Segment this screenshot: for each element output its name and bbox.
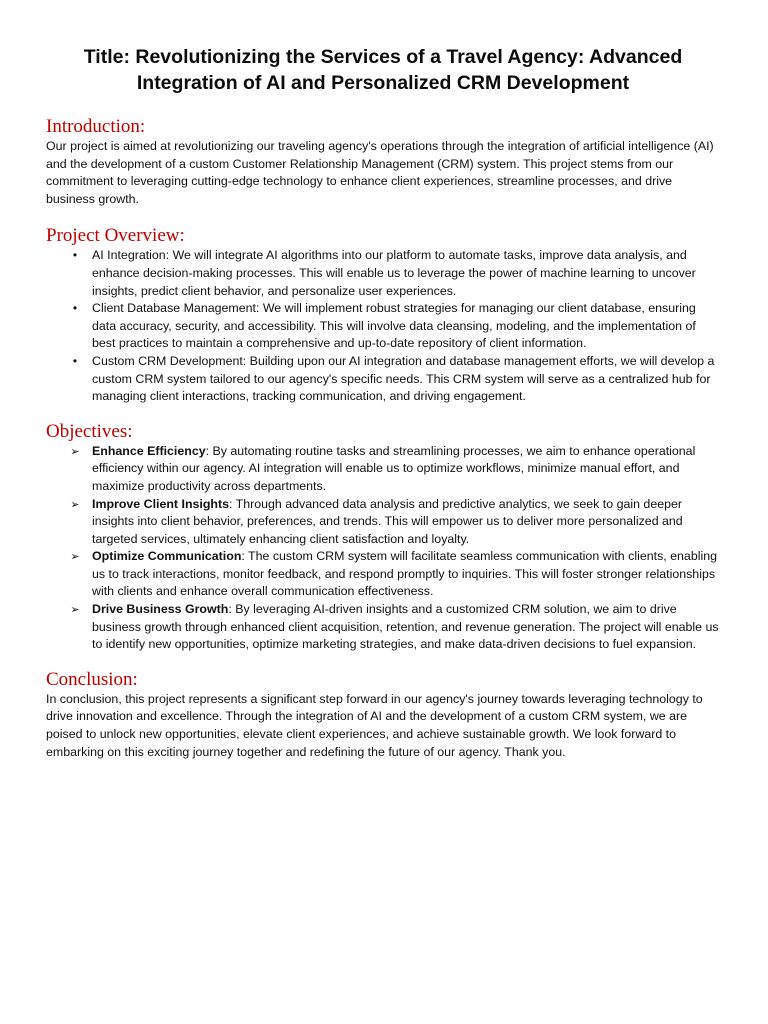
- arrow-bullet-icon: ➢: [70, 497, 80, 511]
- list-item: [46, 443, 720, 496]
- list-item: [46, 353, 720, 406]
- arrow-bullet-icon: ➢: [70, 444, 80, 458]
- objective-text: : By automating routine tasks and streamlining processes, we aim to enhance operational efficiency within our agency. AI integration will enable us to optimize workflows, minimize manual effort, and maximize productivity across departments.: [92, 443, 696, 493]
- list-item: [46, 548, 720, 601]
- overview-item-text: AI Integration: We will integrate AI algorithms into our platform to automate tasks, improve data analysis, and enhance decision-making processes. This will enable us to leverage the power of machine learning to uncover insights, predict client behavior, and personalize user experiences.: [92, 248, 696, 298]
- list-item: [46, 300, 720, 353]
- bullet-icon: •: [72, 301, 78, 316]
- document-title: Title: Revolutionizing the Services of a Travel Agency: Advanced Integration of AI and Personalized CRM Development: [83, 46, 683, 94]
- list-item: [46, 247, 720, 300]
- objective-text: : The custom CRM system will facilitate seamless communication with clients, enabling us to track interactions, monitor feedback, and respond promptly to inquiries. This will foster stronger relationships with clients and enhance overall communication effectiveness.: [92, 549, 717, 599]
- introduction-heading: Introduction:: [46, 116, 146, 137]
- objective-text: : Through advanced data analysis and predictive analytics, we seek to gain deeper insights into client behavior, preferences, and trends. This will empower us to deliver more personalized and targeted services, ultimately enhancing client satisfaction and loyalty.: [92, 496, 683, 546]
- objective-text: : By leveraging AI-driven insights and a customized CRM solution, we aim to drive business growth through enhanced client acquisition, retention, and revenue generation. The project will enable us to identify new opportunities, optimize marketing strategies, and make data-driven decisions to fuel expansion.: [92, 602, 719, 652]
- objectives-heading: Objectives:: [46, 420, 133, 442]
- arrow-bullet-icon: ➢: [70, 550, 80, 564]
- introduction-paragraph: Our project is aimed at revolutionizing our traveling agency's operations through the integration of artificial intelligence (AI) and the development of a custom Customer Relationship Management (CRM) system. This project stems from our commitment to leveraging cutting-edge technology to enhance client experiences, streamline processes, and drive business growth.: [46, 139, 714, 206]
- objective-title: Improve Client Insights: [92, 496, 230, 511]
- conclusion-paragraph: In conclusion, this project represents a significant step forward in our agency's journey towards leveraging technology to drive innovation and excellence. Through the integration of AI and the development of a custom CRM system, we are poised to unlock new opportunities, elevate client experiences, and achieve sustainable growth. We look forward to embarking on this exciting journey together and redefining the future of our agency. Thank you.: [46, 691, 703, 759]
- list-item: [46, 601, 720, 654]
- objective-title: Enhance Efficiency: [92, 443, 206, 458]
- objectives-list: [46, 443, 720, 654]
- objective-title: Drive Business Growth: [92, 602, 229, 617]
- project-overview-list: [46, 247, 720, 405]
- overview-item-text: Custom CRM Development: Building upon our AI integration and database management efforts, we will develop a custom CRM system tailored to our agency's specific needs. This CRM system will serve as a centralized hub for managing client interactions, tracking communication, and driving engagement.: [92, 353, 715, 404]
- arrow-bullet-icon: ➢: [70, 603, 80, 617]
- objective-title: Optimize Communication: [92, 549, 242, 564]
- overview-item-text: Client Database Management: We will implement robust strategies for managing our client database, ensuring data accuracy, security, and accessibility. This will involve data cleansing, modeling, and the implementation of best practices to maintain a comprehensive and up-to-date repository of client information.: [92, 301, 696, 351]
- conclusion-heading: Conclusion:: [46, 668, 138, 690]
- project-overview-heading: Project Overview:: [46, 225, 185, 247]
- bullet-icon: •: [72, 248, 78, 263]
- list-item: [46, 496, 720, 549]
- bullet-icon: •: [72, 353, 78, 368]
